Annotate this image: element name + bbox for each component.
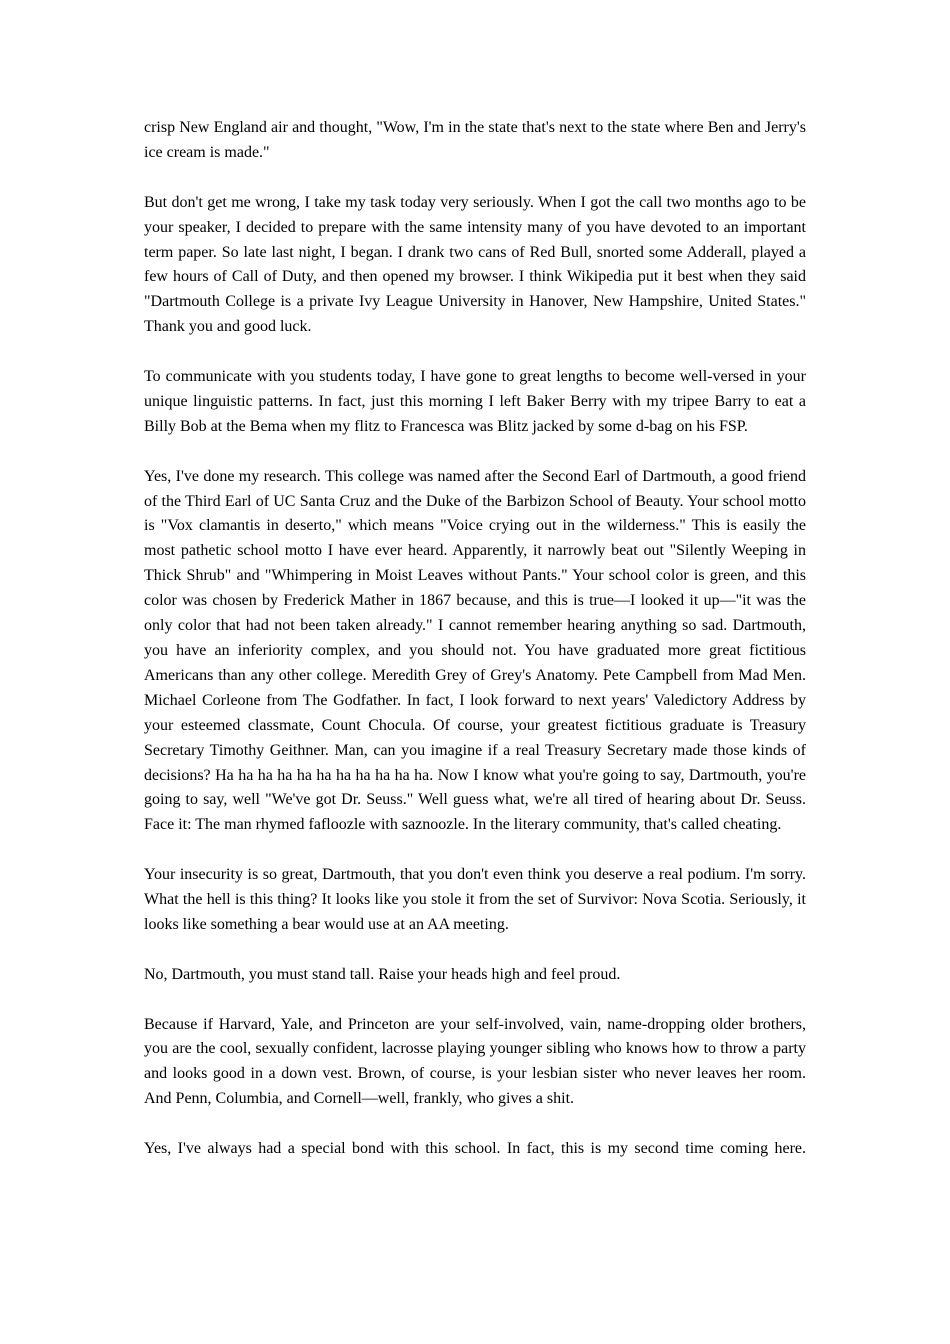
paragraph-3: To communicate with you students today, I have gone to great lengths to become well-versed in your unique linguistic patterns. In fact, just this morning I left Baker Berry with my tripee Barry to eat a Billy Bob at the Bema when my flitz to Francesca was Blitz jacked by some d-bag on his FSP.: [144, 368, 806, 435]
document-page: [144, 116, 806, 1187]
paragraph-8: Yes, I've always had a special bond with this school. In fact, this is my second time coming here.: [144, 1140, 806, 1158]
paragraph-1: crisp New England air and thought, "Wow, I'm in the state that's next to the state where Ben and Jerry's ice cream is made.": [144, 119, 806, 161]
paragraph-6: No, Dartmouth, you must stand tall. Raise your heads high and feel proud.: [144, 965, 621, 983]
paragraph-5: Your insecurity is so great, Dartmouth, that you don't even think you deserve a real podium. I'm sorry. What the hell is this thing? It looks like you stole it from the set of Survivor: Nova Scotia. Seriously, it looks like something a bear would use at an AA meeting.: [144, 866, 806, 933]
paragraph-4: Yes, I've done my research. This college was named after the Second Earl of Dartmouth, a good friend of the Third Earl of UC Santa Cruz and the Duke of the Barbizon School of Beauty. Your school motto is "Vox clamantis in deserto," which means "Voice crying out in the wilderness." This is easily the most pathetic school motto I have ever heard. Apparently, it narrowly beat out "Silently Weeping in Thick Shrub" and "Whimpering in Moist Leaves without Pants." Your school color is green, and this color was chosen by Frederick Mather in 1867 because, and this is true—I looked it up—"it was the only color that had not been taken already." I cannot remember hearing anything so sad. Dartmouth, you have an inferiority complex, and you should not. You have graduated more great fictitious Americans than any other college. Meredith Grey of Grey's Anatomy. Pete Campbell from Mad Men. Michael Corleone from The Godfather. In fact, I look forward to next years' Valedictory Address by your esteemed classmate, Count Chocula. Of course, your greatest fictitious graduate is Treasury Secretary Timothy Geithner. Man, can you imagine if a real Treasury Secretary made those kinds of decisions? Ha ha ha ha ha ha ha ha ha ha ha. Now I know what you're going to say, Dartmouth, you're going to say, well "We've got Dr. Seuss." Well guess what, we're all tired of hearing about Dr. Seuss. Face it: The man rhymed fafloozle with saznoozle. In the literary community, that's called cheating.: [144, 467, 806, 834]
paragraph-7: Because if Harvard, Yale, and Princeton are your self-involved, vain, name-dropping older brothers, you are the cool, sexually confident, lacrosse playing younger sibling who knows how to throw a party and looks good in a down vest. Brown, of course, is your lesbian sister who never leaves her room. And Penn, Columbia, and Cornell—well, frankly, who gives a shit.: [144, 1015, 806, 1108]
paragraph-2: But don't get me wrong, I take my task today very seriously. When I got the call two months ago to be your speaker, I decided to prepare with the same intensity many of you have devoted to an important term paper. So late last night, I began. I drank two cans of Red Bull, snorted some Adderall, played a few hours of Call of Duty, and then opened my browser. I think Wikipedia put it best when they said "Dartmouth College is a private Ivy League University in Hanover, New Hampshire, United States." Thank you and good luck.: [144, 193, 806, 336]
